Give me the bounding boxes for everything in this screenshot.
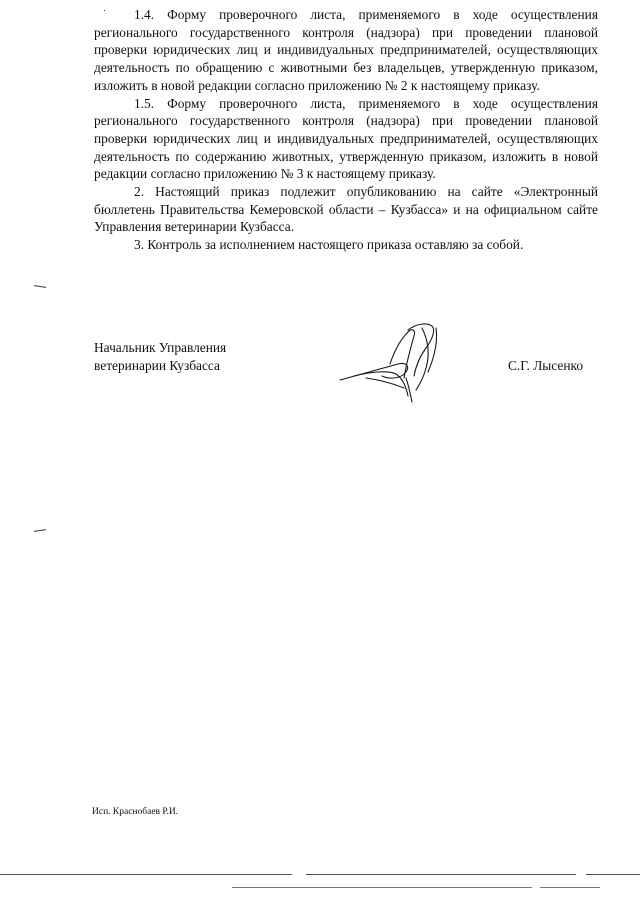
signatory-position-line-1: Начальник Управления — [94, 340, 227, 355]
scan-artifact-mark — [104, 10, 105, 11]
scan-edge-line — [540, 887, 600, 888]
scan-edge-line — [306, 874, 576, 875]
paragraph-1-4: 1.4. Форму проверочного листа, применяемого в ходе осуществления регионального государственного контроля (надзора) при проведении плановой проверки юридических лиц и индивидуальных предпринимателей, осуществляющих деятельность по обращению с животными без владельцев, утвержденную приказом, изложить в новой редакции согласно приложению № 2 к настоящему приказу. — [94, 7, 598, 93]
signatory-name: С.Г. Лысенко — [508, 358, 584, 373]
signatory-position — [94, 339, 226, 374]
scan-artifact-mark — [34, 529, 46, 532]
scan-artifact-mark — [34, 285, 46, 288]
handwritten-signature-icon — [336, 318, 454, 404]
document-body — [94, 6, 598, 254]
scan-edge-line — [586, 874, 640, 875]
executor-note: Исп. Краснобаев Р.И. — [92, 807, 179, 817]
scan-edge-line — [232, 887, 532, 888]
paragraph-1-5: 1.5. Форму проверочного листа, применяемого в ходе осуществления регионального государственного контроля (надзора) при проведении плановой проверки юридических лиц и индивидуальных предпринимателей, осуществляющих деятельность по содержанию животных, утвержденную приказом, изложить в новой редакции согласно приложению № 3 к настоящему приказу. — [94, 95, 598, 182]
paragraph-2: 2. Настоящий приказ подлежит опубликованию на сайте «Электронный бюллетень Правительства Кемеровской области – Кузбасса» и на официальном сайте Управления ветеринарии Кузбасса. — [94, 184, 598, 235]
paragraph-3: 3. Контроль за исполнением настоящего приказа оставляю за собой. — [134, 237, 524, 253]
scan-edge-line — [0, 874, 292, 875]
signatory-position-line-2: ветеринарии Кузбасса — [94, 357, 220, 373]
